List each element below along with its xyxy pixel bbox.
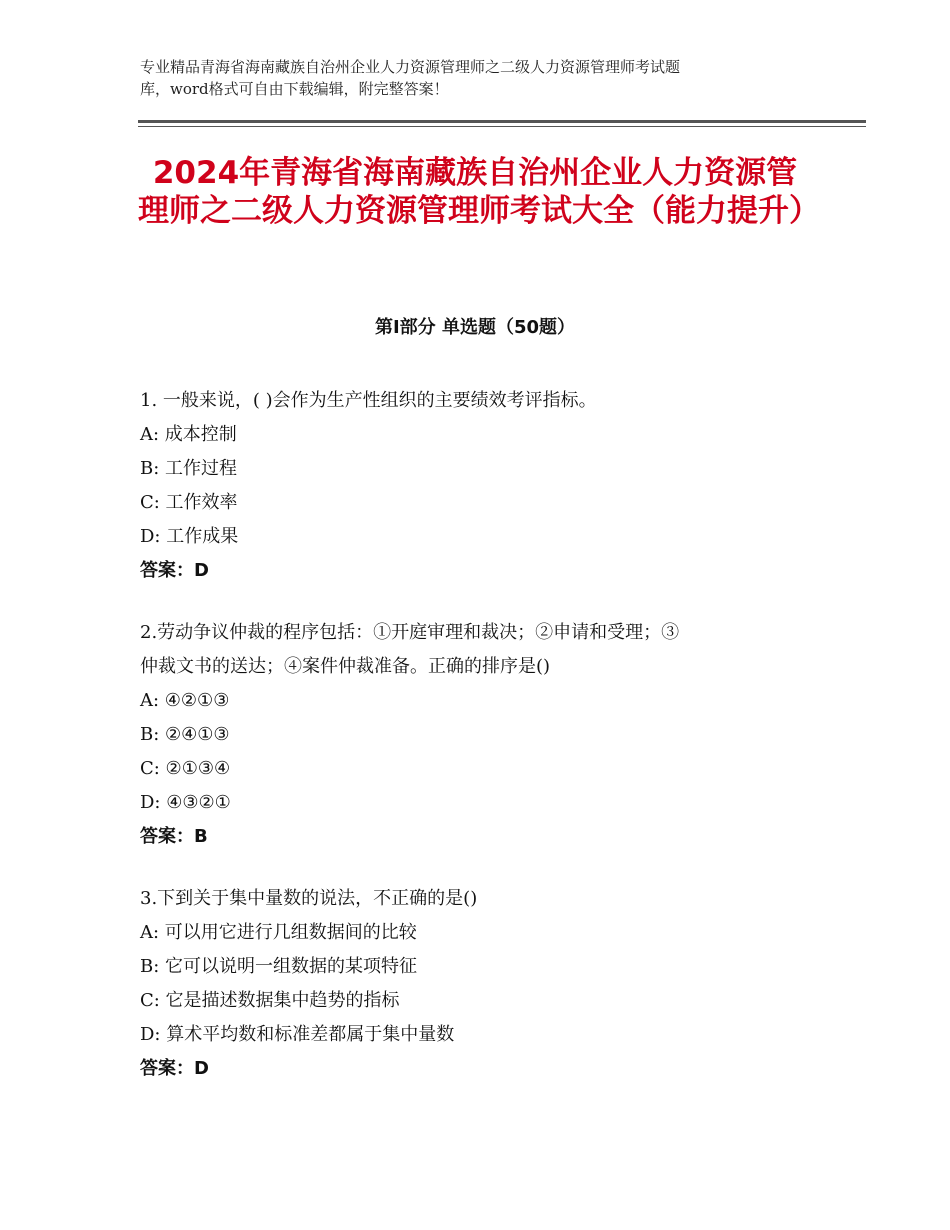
option-d: D: ④③②① [140, 792, 231, 813]
option-c: C: 工作效率 [140, 492, 238, 513]
question-stem: 1. 一般来说，( )会作为生产性组织的主要绩效考评指标。 [140, 390, 597, 411]
question-3 [140, 882, 812, 1086]
header-divider-thin [138, 126, 866, 127]
header-note-line-2: 库，word格式可自由下载编辑，附完整答案！ [140, 80, 449, 98]
question-stem: 2.劳动争议仲裁的程序包括：①开庭审理和裁决；②申请和受理；③ [140, 622, 680, 643]
option-b: B: 它可以说明一组数据的某项特征 [140, 956, 418, 977]
document-title: 2024年青海省海南藏族自治州企业人力资源管理师之二级人力资源管理师考试大全（能力提升） [138, 155, 820, 229]
header-note [140, 56, 820, 100]
answer: 答案：D [140, 1058, 209, 1079]
option-d: D: 工作成果 [140, 526, 239, 547]
option-a: A: 成本控制 [140, 424, 237, 445]
option-b: B: 工作过程 [140, 458, 238, 479]
option-b: B: ②④①③ [140, 724, 230, 745]
option-a: A: ④②①③ [140, 690, 230, 711]
question-list [140, 384, 812, 1114]
question-1 [140, 384, 812, 588]
header-note-line-1: 专业精品青海省海南藏族自治州企业人力资源管理师之二级人力资源管理师考试题 [140, 58, 681, 76]
question-stem: 3.下到关于集中量数的说法，不正确的是() [140, 888, 478, 909]
question-2 [140, 616, 812, 854]
header-divider-thick [138, 120, 866, 123]
answer: 答案：D [140, 560, 209, 581]
option-d: D: 算术平均数和标准差都属于集中量数 [140, 1024, 455, 1045]
option-a: A: 可以用它进行几组数据间的比较 [140, 922, 417, 943]
question-stem-continued: 仲裁文书的送达；④案件仲裁准备。正确的排序是() [140, 656, 551, 677]
section-heading: 第Ⅰ部分 单选题（50题） [374, 317, 575, 338]
option-c: C: ②①③④ [140, 758, 231, 779]
option-c: C: 它是描述数据集中趋势的指标 [140, 990, 400, 1011]
answer: 答案：B [140, 826, 208, 847]
